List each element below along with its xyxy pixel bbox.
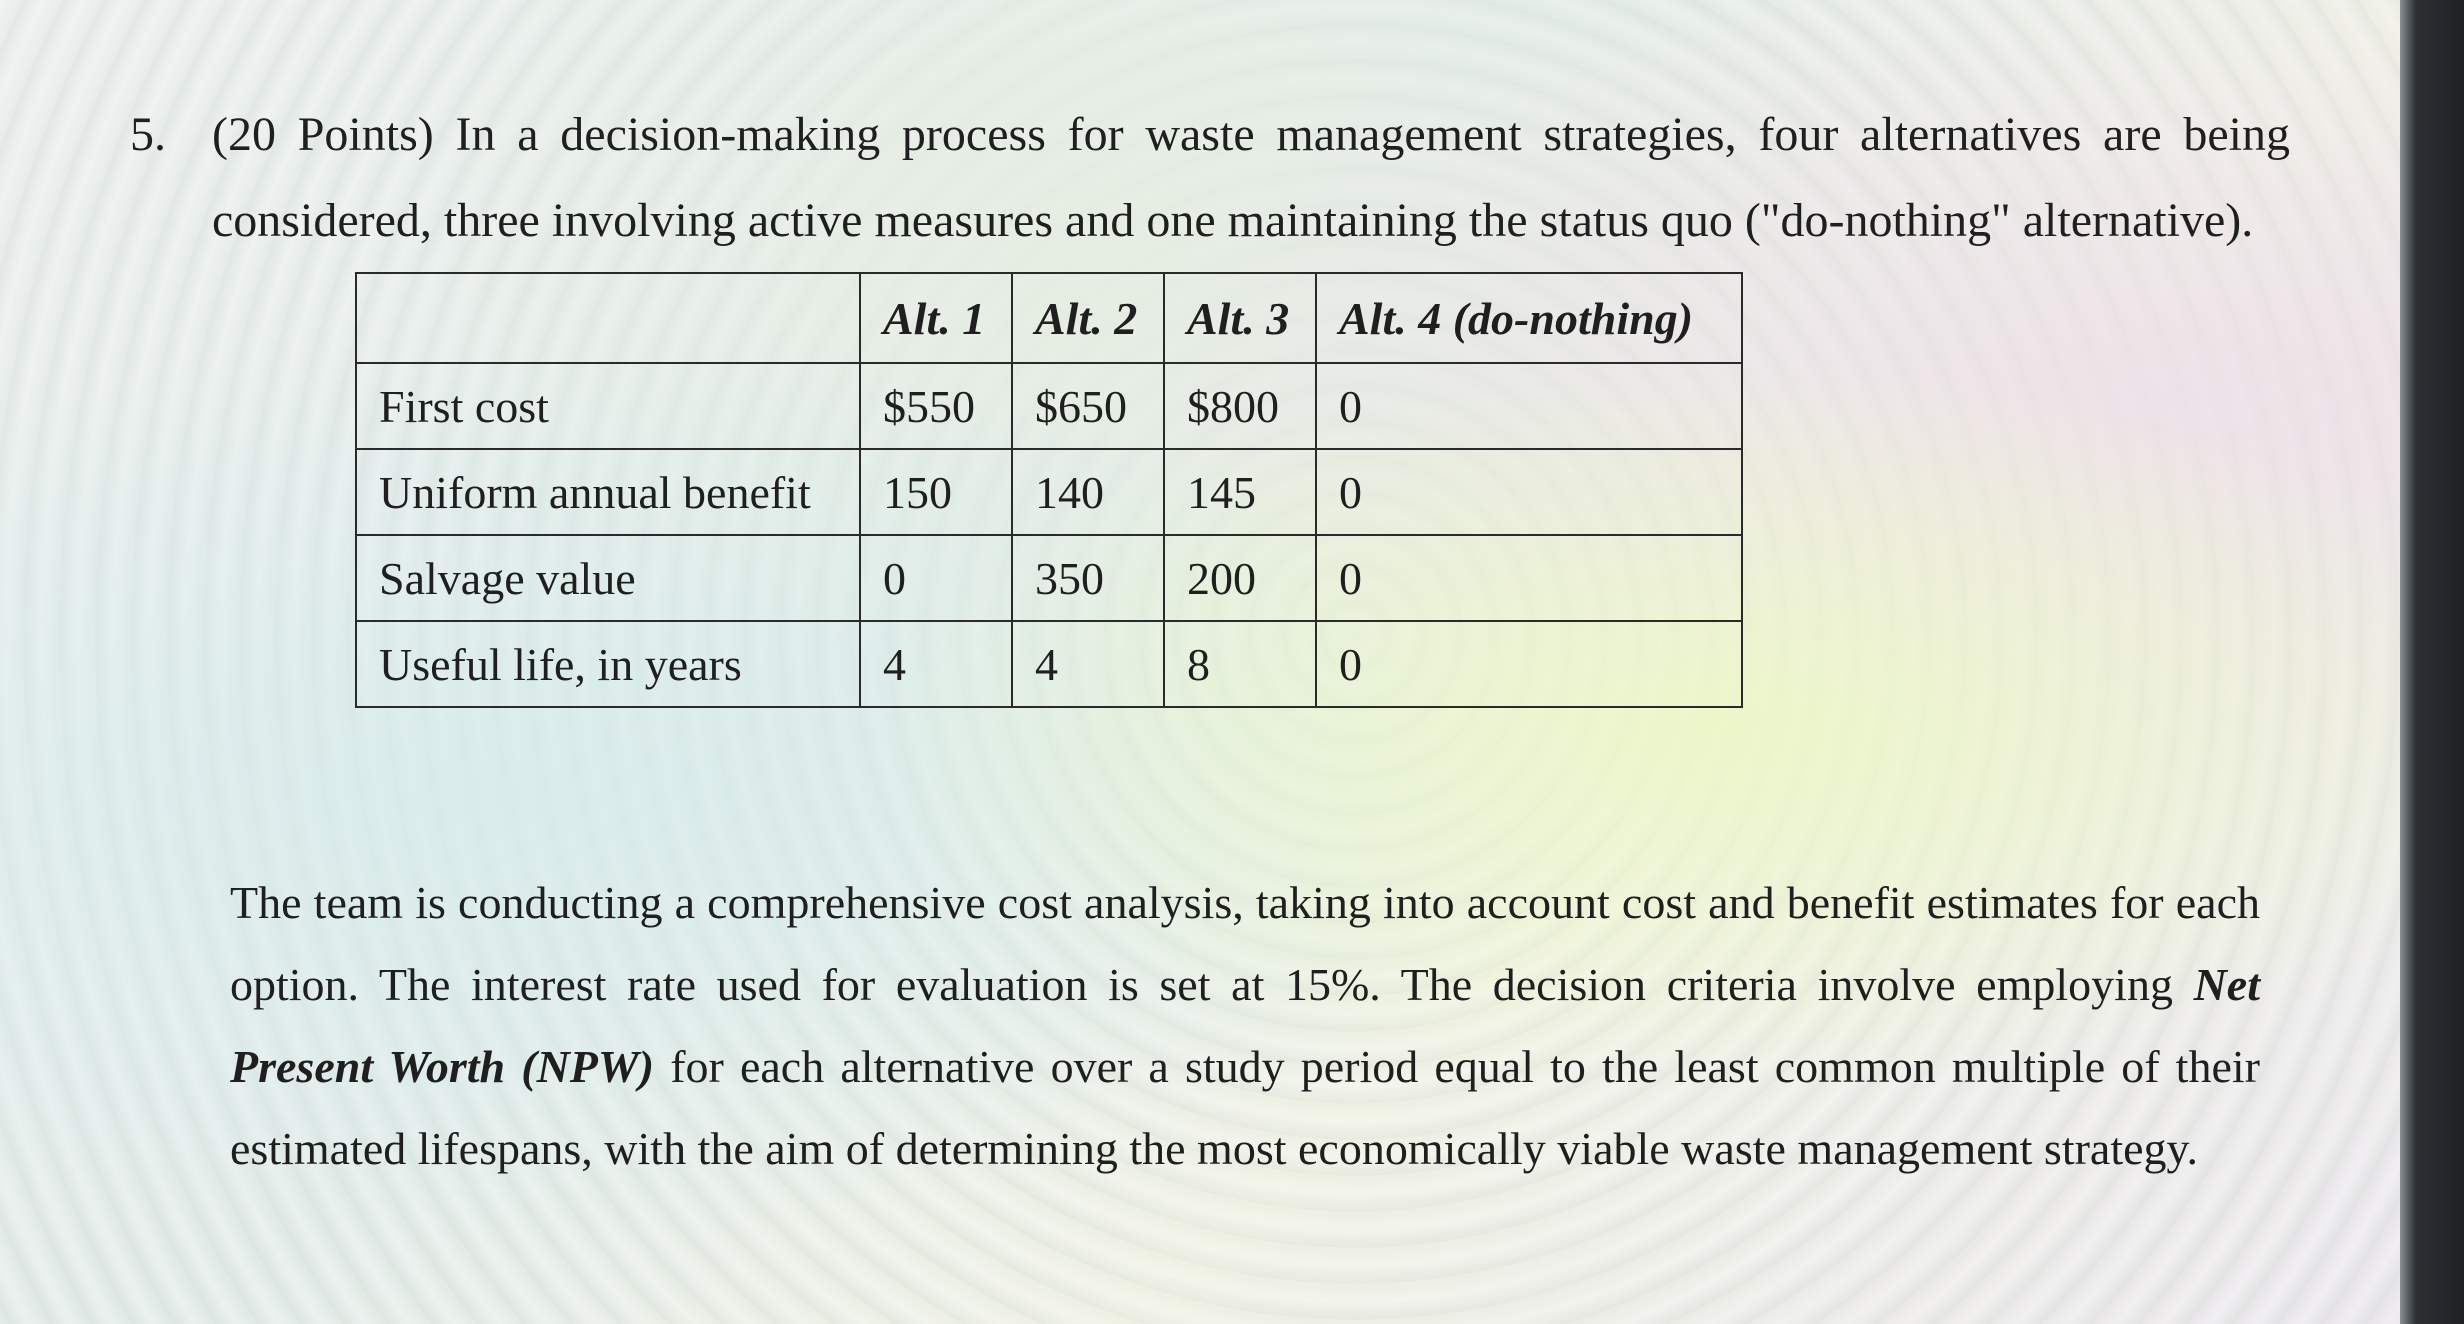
- table-cell: 0: [1316, 621, 1742, 707]
- table-cell: 0: [1316, 363, 1742, 449]
- table-row-salvage-value: [356, 535, 1742, 621]
- npw-emphasis: Net Present Worth (NPW): [230, 959, 2260, 1092]
- table-cell: 0: [860, 535, 1012, 621]
- table-cell: 145: [1164, 449, 1316, 535]
- question-prompt: [130, 92, 2290, 264]
- question-text: (20 Points) In a decision-making process for waste management strategies, four alternatives are being considered, three involving active measures and one maintaining the status quo ("do-nothing" alternative).: [212, 108, 2290, 247]
- table-cell: 0: [1316, 535, 1742, 621]
- table-cell: 140: [1012, 449, 1164, 535]
- question-number: 5.: [130, 108, 166, 161]
- table-header-alt-1: Alt. 1: [860, 273, 1012, 363]
- table-cell: 0: [1316, 449, 1742, 535]
- row-label: First cost: [356, 363, 860, 449]
- table-cell: 8: [1164, 621, 1316, 707]
- table-header-alt-4: Alt. 4 (do-nothing): [1316, 273, 1742, 363]
- table-cell: $800: [1164, 363, 1316, 449]
- table-header-row: [356, 273, 1742, 363]
- table-header-corner: [356, 273, 860, 363]
- table-cell: 4: [1012, 621, 1164, 707]
- table-row-annual-benefit: [356, 449, 1742, 535]
- screen-edge: [2400, 0, 2464, 1324]
- table-cell: 4: [860, 621, 1012, 707]
- analysis-paragraph: [230, 862, 2260, 1190]
- alternatives-table: [355, 272, 1743, 708]
- table-cell: $550: [860, 363, 1012, 449]
- paragraph-part-1: The team is conducting a comprehensive cost analysis, taking into account cost and benefit estimates for each option. The interest rate used for evaluation is set at 15%. The decision criteria involve employing: [230, 877, 2260, 1010]
- table-header-alt-2: Alt. 2: [1012, 273, 1164, 363]
- row-label: Salvage value: [356, 535, 860, 621]
- table-row-useful-life: [356, 621, 1742, 707]
- table-cell: 200: [1164, 535, 1316, 621]
- question-block: [130, 92, 2290, 264]
- table-row-first-cost: [356, 363, 1742, 449]
- table-cell: 150: [860, 449, 1012, 535]
- table-cell: 350: [1012, 535, 1164, 621]
- row-label: Useful life, in years: [356, 621, 860, 707]
- table-cell: $650: [1012, 363, 1164, 449]
- row-label: Uniform annual benefit: [356, 449, 860, 535]
- paragraph-part-2: for each alternative over a study period equal to the least common multiple of their estimated lifespans, with the aim of determining the most economically viable waste management strategy.: [230, 1041, 2260, 1174]
- table-header-alt-3: Alt. 3: [1164, 273, 1316, 363]
